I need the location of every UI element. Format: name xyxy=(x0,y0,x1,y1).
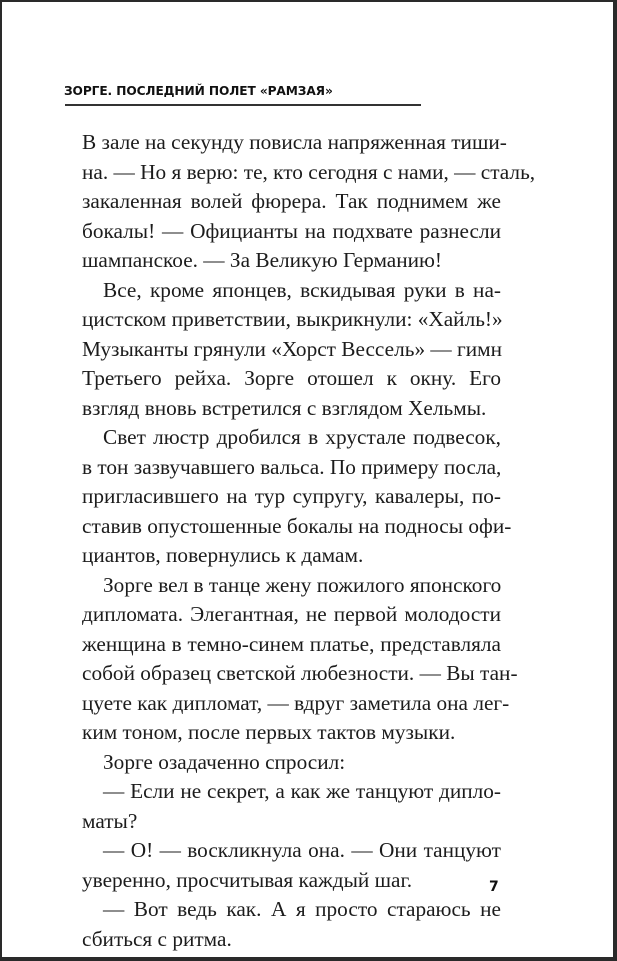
text-line: — Если не секрет, а как же танцуют дипло- xyxy=(103,779,501,803)
text-line: — Вот ведь как. А я просто стараюсь не xyxy=(103,897,501,921)
text-line: Все, кроме японцев, вскидывая руки в на- xyxy=(103,277,501,302)
text-line: — О! — воскликнула она. — Они танцуют xyxy=(103,838,501,862)
text-line: собой образец светской любезности. — Вы тан- xyxy=(82,661,518,685)
text-line: Зорге вел в танце жену пожилого японского xyxy=(103,572,502,597)
text-line: на. — Но я верю: те, кто сегодня с нами, — сталь, xyxy=(82,159,536,184)
text-line: циантов, повернулись к дамам. xyxy=(82,543,364,567)
text-line: уверенно, просчитывая каждый шаг. xyxy=(82,867,413,892)
text-line: маты? xyxy=(82,808,138,833)
text-line: Зорге озадаченно спросил: xyxy=(103,749,346,774)
text-line: Третьего рейха. Зорге отошел к окну. Его xyxy=(82,366,501,390)
body-text xyxy=(82,128,536,954)
text-line: шампанское. — За Великую Германию! xyxy=(82,248,443,272)
text-line: пригласившего на тур супругу, кавалеры, по- xyxy=(82,484,501,508)
page-number: 7 xyxy=(489,879,499,895)
text-line: цуете как дипломат, — вдруг заметила она лег- xyxy=(82,690,510,715)
text-line: бокалы! — Официанты на подхвате разнесли xyxy=(82,218,501,243)
text-line: цистском приветствии, выкрикнули: «Хайль!» xyxy=(82,307,503,331)
text-line: дипломата. Элегантная, не первой молодости xyxy=(82,602,501,626)
book-page xyxy=(2,2,613,957)
text-line: сбиться с ритма. xyxy=(82,926,232,951)
running-head: ЗОРГЕ. ПОСЛЕДНИЙ ПОЛЕТ «РАМЗАЯ» xyxy=(64,84,333,98)
text-line: Свет люстр дробился в хрустале подвесок, xyxy=(103,425,501,449)
text-line: женщина в темно-синем платье, представляла xyxy=(82,631,501,656)
text-line: закаленная волей фюрера. Так поднимем же xyxy=(82,189,501,213)
header-rule-divider xyxy=(65,104,421,106)
text-line: взгляд вновь встретился с взглядом Хельмы. xyxy=(82,395,487,420)
text-line: Музыканты грянули «Хорст Вессель» — гимн xyxy=(82,336,503,361)
text-line: ким тоном, после первых тактов музыки. xyxy=(82,720,456,744)
text-line: в тон зазвучавшего вальса. По примеру посла, xyxy=(82,454,502,479)
text-line: В зале на секунду повисла напряженная тиши- xyxy=(82,130,507,154)
text-line: ставив опустошенные бокалы на подносы офи- xyxy=(82,513,512,538)
